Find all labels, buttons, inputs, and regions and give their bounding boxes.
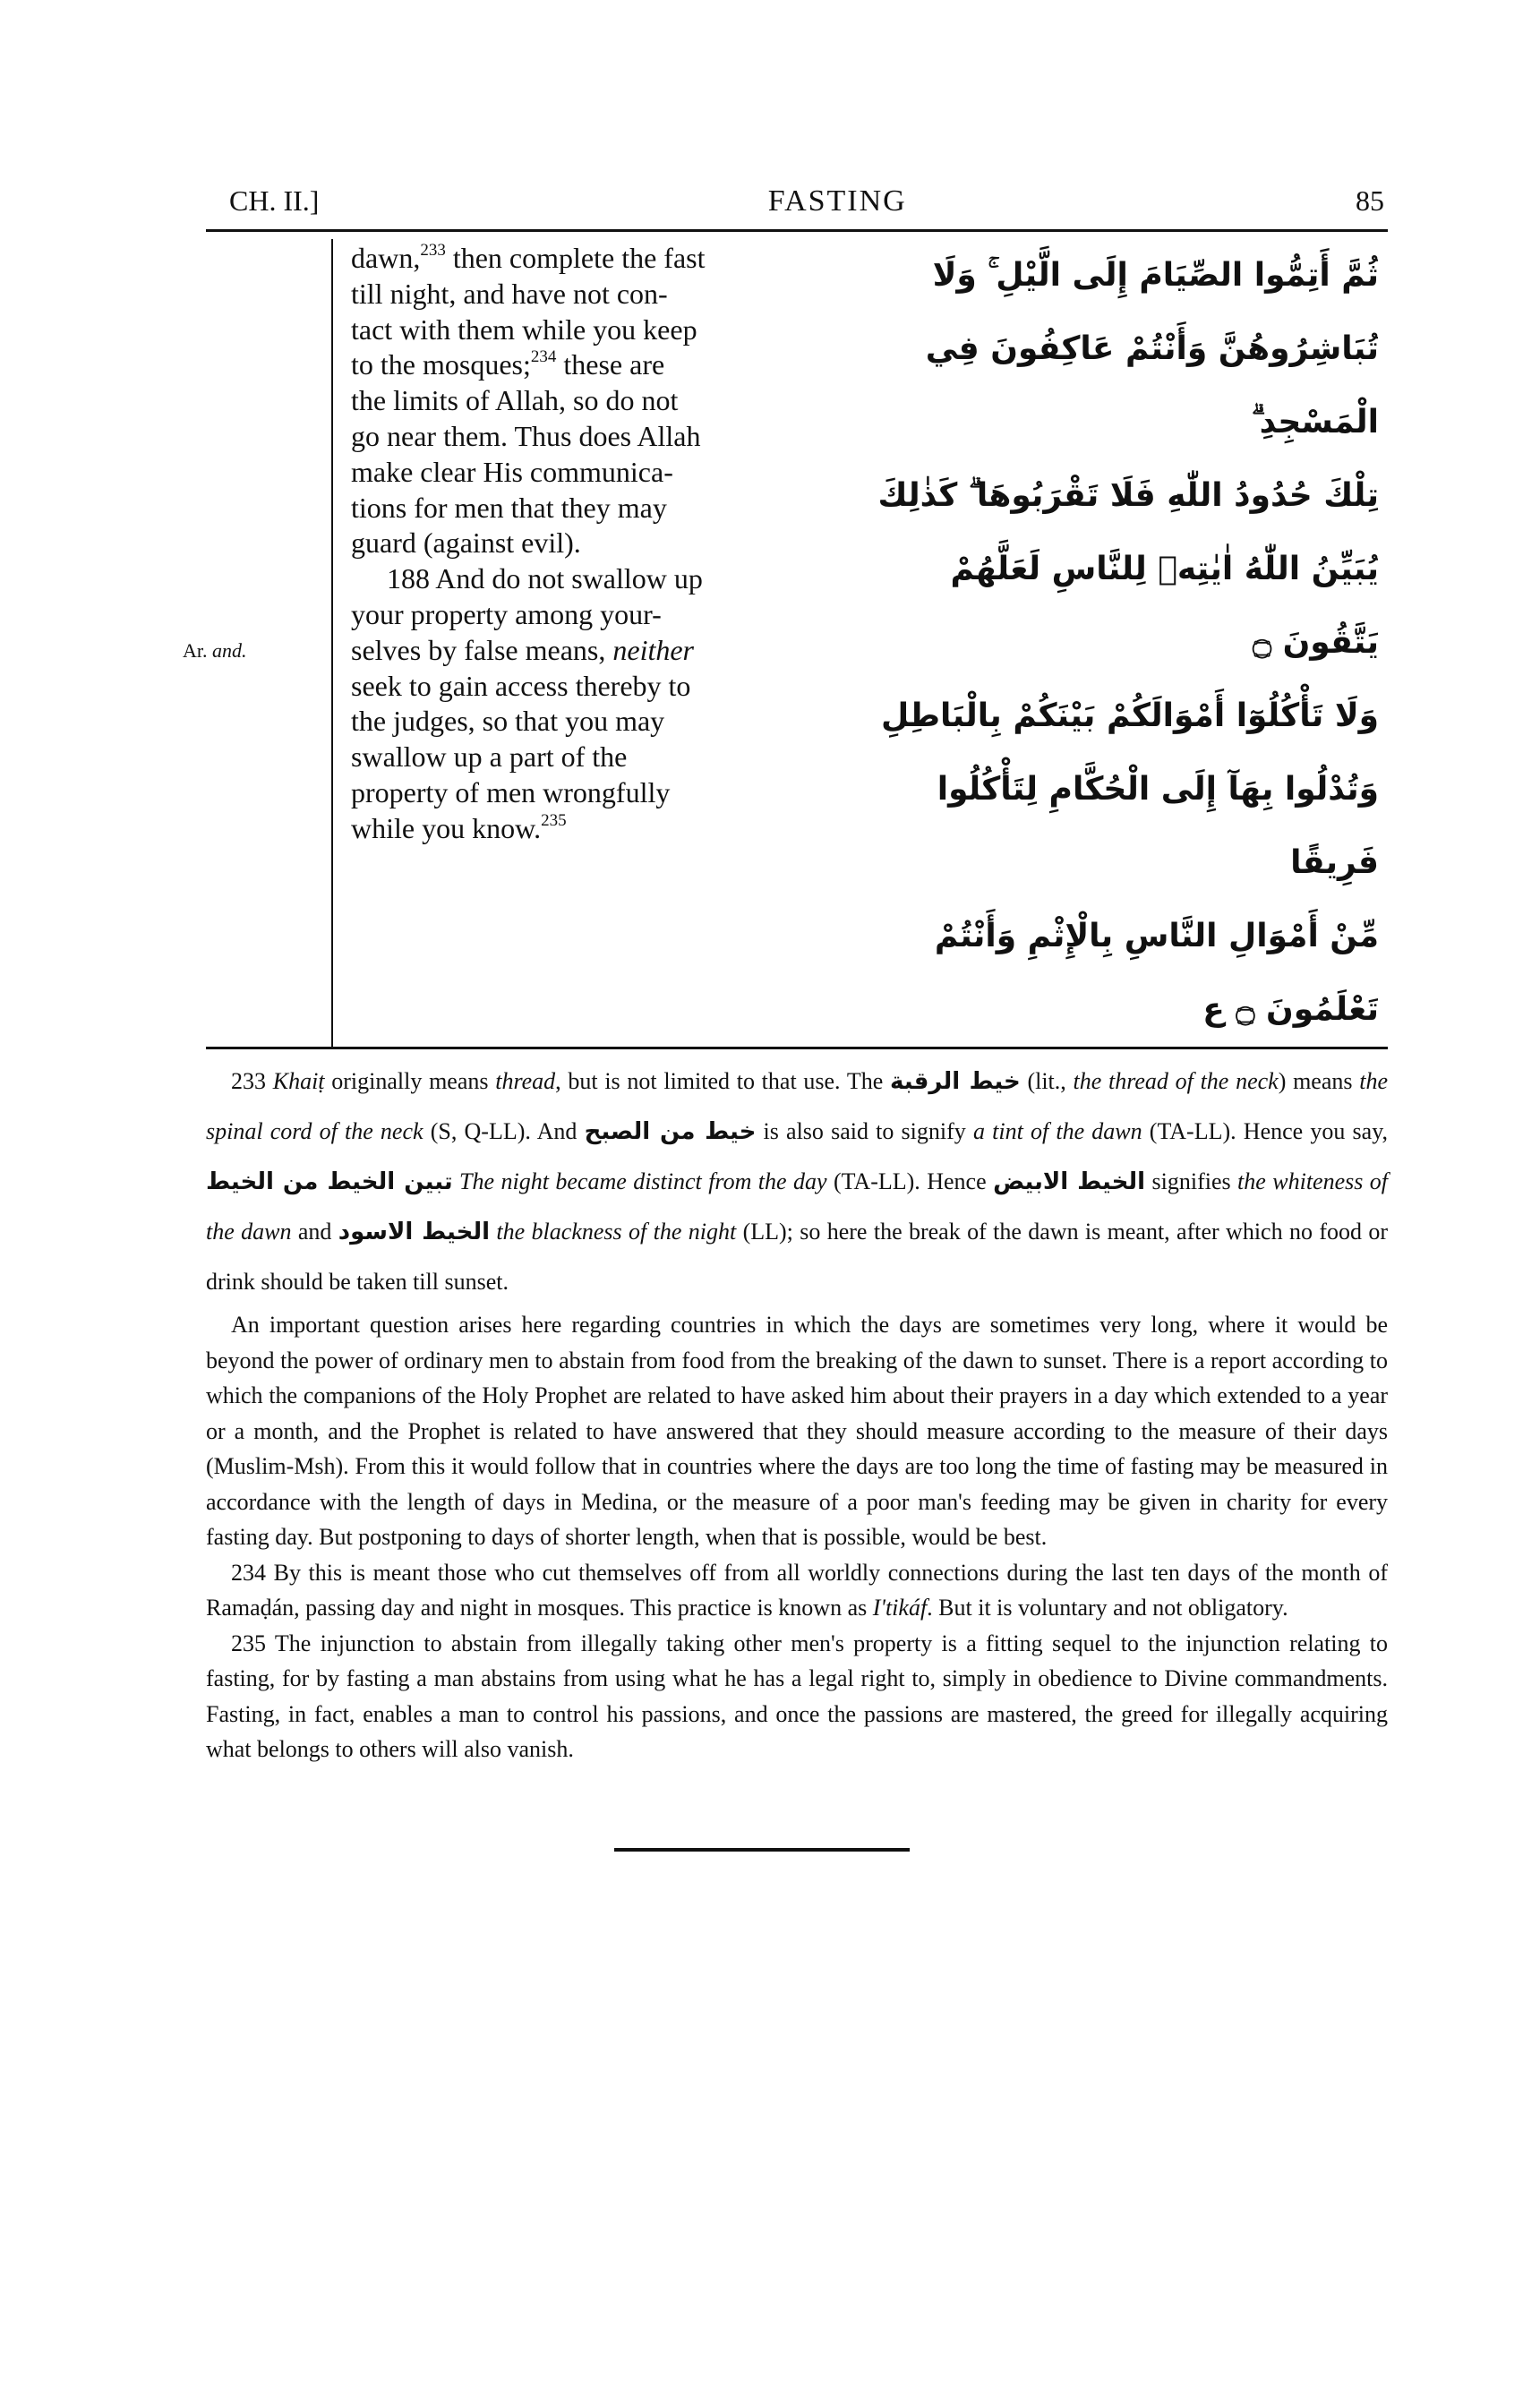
running-head-chapter: CH. II.] — [229, 184, 320, 217]
verse-line: go near them. Thus does Allah — [351, 419, 701, 452]
verse-line: while you know.$^{235}$ — [351, 810, 567, 844]
verse-translation — [333, 239, 830, 1047]
running-head — [206, 184, 1388, 229]
arabic-term: الخيط الاسود — [338, 1219, 491, 1245]
margin-note-word: and. — [212, 639, 247, 662]
footnote-ref-234[interactable]: 234 — [530, 347, 557, 367]
verse-line: till night, and have not con- — [351, 277, 668, 310]
footnote-233: 233 Khaiṭ originally means thread, but is not limited to that use. The خيط الرقبة (lit., the thread of the neck) means the spinal cord of the neck (S, Q-LL). And خيط من الصبح is also said to signify a tint of the dawn (TA-LL). Hence you say, تبين الخيط من الخيط The night became distinct from the day (TA-LL). Hence الخيط الابيض signifies the whiteness of the dawn and الخيط الاسود the blackness of the night (LL); so here the break of the dawn is meant, after which no food or drink should be taken till sunset. — [206, 1068, 1389, 1295]
arabic-line: يُبَيِّنُ اللّٰهُ اٰيٰتِهٖ لِلنَّاسِ لَعَلَّهُمْ يَتَّقُونَ ۝ — [950, 551, 1379, 661]
paragraph-line: very long, where it would be beyond the power of ordinary men to abstain from food from — [206, 1312, 1388, 1373]
arabic-line: ثُمَّ أَتِمُّوا الصِّيَامَ إِلَى الَّيْلِ ۚ وَلَا — [932, 257, 1379, 294]
verse-line: the limits of Allah, so do not — [351, 384, 679, 417]
paragraph-line: of the Holy Prophet are related to have asked him about their prayers in a day which — [422, 1382, 1211, 1408]
verse-line: swallow up a part of the — [351, 740, 628, 774]
verse-line: the judges, so that you may — [351, 705, 665, 738]
paragraph-line: the breaking of the dawn to sunset. There is a report according to which the companions — [206, 1347, 1389, 1408]
arabic-term: الخيط الابيض — [993, 1168, 1146, 1195]
arabic-line: مِّنْ أَمْوَالِ النَّاسِ بِالْإِثْمِ وَأَنْتُمْ — [934, 918, 1379, 954]
arabic-line: وَلَا تَأْكُلُوٓا أَمْوَالَكُمْ بَيْنَكُمْ بِالْبَاطِلِ — [881, 697, 1379, 734]
book-page — [183, 184, 1389, 1852]
end-rule — [614, 1848, 910, 1852]
footnote-ref-233[interactable]: 233 — [420, 241, 446, 260]
margin-note — [183, 639, 247, 663]
verse-line: tions for men that they may — [351, 491, 667, 524]
arabic-term: خيط الرقبة — [889, 1068, 1021, 1095]
arabic-line: تَعْلَمُونَ ۝ ع — [1202, 991, 1379, 1028]
footnote-235: 235 The injunction to abstain from illegally taking other men's property is a fitting sequel to the injunction relating to fasting, for by fasting a man abstains from using what he has a legal right to, simply in obedience to Divine commandments. Fasting, in fact, enables a man to control his passions, and once the passions are mastered, the greed for illegally acquiring what belongs to others will also vanish. — [206, 1630, 1389, 1762]
arabic-term: تبين الخيط من الخيط — [206, 1168, 453, 1195]
paragraph-line: follow that in countries where the days are too long the time of fasting may be measured — [535, 1453, 1364, 1479]
verse-line: property of men wrongfully — [351, 775, 671, 808]
verse-line: tact with them while you keep — [351, 312, 697, 346]
page-number: 85 — [1356, 184, 1384, 217]
margin — [183, 239, 331, 1047]
arabic-term: خيط من الصبح — [584, 1118, 757, 1145]
arabic-verse — [830, 239, 1388, 1047]
footnote-233-paragraph — [206, 1307, 1388, 1555]
verse-line: seek to gain access thereby to — [351, 669, 691, 702]
running-head-title: FASTING — [767, 184, 907, 218]
paragraph-line: extended to a year or a month, and the Prophet is related to have answered that they — [206, 1382, 1389, 1444]
arabic-line: تِلْكَ حُدُودُ اللّٰهِ فَلَا تَقْرَبُوهَا ۗ كَذٰلِكَ — [877, 477, 1379, 514]
verse-line: selves by false means, neither — [351, 633, 694, 666]
verse-line: make clear His communica- — [351, 455, 673, 488]
verse-line-188: 188 And do not swallow up — [387, 562, 703, 595]
footnotes — [206, 1049, 1388, 1767]
verse-line: guard (against evil). — [351, 526, 581, 560]
paragraph-line: when that is possible, would be best. — [705, 1524, 1048, 1550]
verse-line: dawn,$^{233}$ then complete the fast — [351, 241, 706, 274]
footnote-234: 234 By this is meant those who cut themselves off from all worldly connections during the last ten days of the month of Ramaḍán, passing day and night in mosques. This practice is known as I'tikáf. But it is voluntary and not obligatory. — [206, 1559, 1389, 1621]
arabic-line: تُبَاشِرُوهُنَّ وَأَنْتُمْ عَاكِفُونَ فِي الْمَسْجِدِ ۗ — [925, 330, 1379, 441]
paragraph-line: in accordance with the length of days in Medina, or the measure of a poor man's feeding — [206, 1453, 1389, 1515]
paragraph-line: An important question arises here regarding countries in which the days are sometimes — [231, 1312, 1091, 1338]
footnote-ref-235[interactable]: 235 — [541, 810, 567, 830]
footnote-number: 233 — [231, 1068, 266, 1094]
verse-line: to the mosques;$^{234}$ these are — [351, 347, 665, 381]
paragraph-line: may be given in charity for every fasting day. But postponing to days of shorter length, — [206, 1488, 1389, 1550]
margin-note-prefix: Ar. — [183, 639, 208, 662]
footnote-number: 235 — [231, 1630, 266, 1656]
arabic-line: وَتُدْلُوا بِهَآ إِلَى الْحُكَّامِ لِتَأْكُلُوا فَرِيقًا — [937, 771, 1379, 881]
paragraph-line: should measure according to the measure of their days (Muslim-Msh). From this it would — [206, 1417, 1388, 1479]
footnote-number: 234 — [231, 1559, 266, 1586]
verse-line: your property among your- — [351, 597, 662, 630]
verse-section — [183, 232, 1388, 1047]
